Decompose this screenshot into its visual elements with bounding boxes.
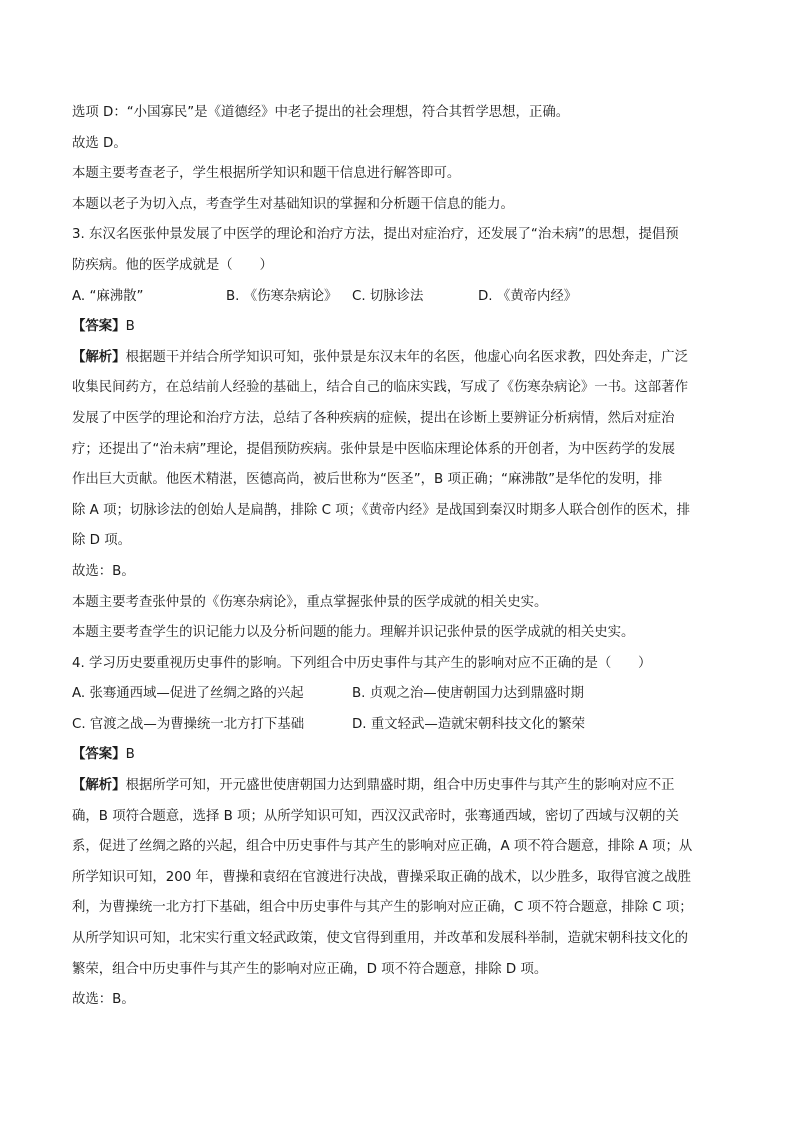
q3-option-d: D. 《黄帝内经》 [478, 288, 578, 304]
q3-analysis-line-4: 疗；还提出了“治未病”理论，提倡预防疾病。张仲景是中医临床理论体系的开创者，为中医药学的发展 [72, 441, 676, 457]
q4-option-d: D. 重文轻武—造就宋朝科技文化的繁荣 [352, 716, 586, 732]
q4-analysis-line-4: 所学知识可知，200 年，曹操和袁绍在官渡进行决战，曹操采取正确的战术，以少胜多，取得官渡之战胜 [72, 869, 691, 885]
q3-analysis-line-7: 除 D 项。 [72, 533, 131, 549]
q3-option-c: C. 切脉诊法 [352, 288, 424, 304]
q4-analysis-text-1: 根据所学可知，开元盛世使唐朝国力达到鼎盛时期，组合中历史事件与其产生的影响对应不正 [125, 778, 675, 794]
q3-answer-value: B [125, 319, 135, 335]
q3-options [72, 282, 724, 313]
q4-option-b: B. 贞观之治—使唐朝国力达到鼎盛时期 [352, 686, 584, 702]
q3-analysis-text-1: 根据题干并结合所学知识可知，张仲景是东汉末年的名医，他虚心向名医求教，四处奔走，广泛 [125, 349, 688, 365]
q2-conclusion: 故选 D。 [72, 135, 127, 151]
q4-analysis-line-1 [72, 771, 724, 802]
document-page [72, 98, 724, 1016]
q3-analysis-line-2: 收集民间药方，在总结前人经验的基础上，结合自己的临床实践，写成了《伤寒杂病论》一书。这部著作 [72, 380, 688, 396]
q3-analysis-line-3: 发展了中医学的理论和治疗方法，总结了各种疾病的症候，提出在诊断上要辨证分析病情，然后对症治 [72, 410, 675, 426]
q3-point-2: 本题主要考查学生的识记能力以及分析问题的能力。理解并识记张仲景的医学成就的相关史实。 [72, 625, 635, 641]
q4-analysis-line-7: 繁荣，组合中历史事件与其产生的影响对应正确，D 项不符合题意，排除 D 项。 [72, 961, 548, 977]
q4-analysis-line-5: 利，为曹操统一北方打下基础，组合中历史事件与其产生的影响对应正确，C 项不符合题意，排除 C 项； [72, 900, 693, 916]
q3-option-a: A. “麻沸散” [72, 288, 144, 304]
q4-analysis-tag: 【解析】 [72, 778, 126, 794]
q4-analysis-line-6: 从所学知识可知，北宋实行重文轻武政策，使文官得到重用，并改革和发展科举制，造就宋朝科技文化的 [72, 931, 688, 947]
q3-analysis-tag: 【解析】 [72, 349, 126, 365]
q3-conclusion: 故选：B。 [72, 563, 135, 579]
q2-option-d-analysis: 选项 D：“小国寡民”是《道德经》中老子提出的社会理想，符合其哲学思想，正确。 [72, 105, 570, 120]
q4-options-row-1 [72, 679, 724, 710]
q4-options-row-2 [72, 710, 724, 741]
q4-answer-value: B [125, 747, 135, 763]
q4-answer [72, 740, 724, 771]
q4-analysis-line-2: 确，B 项符合题意，选择 B 项；从所学知识可知，西汉汉武帝时，张骞通西域，密切了西域与汉朝的关 [72, 808, 679, 824]
q3-answer [72, 312, 724, 343]
q4-answer-tag: 【答案】 [72, 747, 126, 763]
q3-analysis-line-6: 除 A 项；切脉诊法的创始人是扁鹊，排除 C 项；《黄帝内经》是战国到秦汉时期多人联合创作的医术，排 [72, 502, 691, 518]
q4-option-a: A. 张骞通西域—促进了丝绸之路的兴起 [72, 686, 304, 702]
q4-option-c: C. 官渡之战—为曹操统一北方打下基础 [72, 716, 305, 732]
q2-point-1: 本题主要考查老子，学生根据所学知识和题干信息进行解答即可。 [72, 166, 461, 182]
q4-stem: 4. 学习历史要重视历史事件的影响。下列组合中历史事件与其产生的影响对应不正确的是（ ） [72, 655, 652, 671]
q4-conclusion: 故选：B。 [72, 992, 135, 1008]
q3-answer-tag: 【答案】 [72, 319, 126, 335]
q4-analysis-line-3: 系，促进了丝绸之路的兴起，组合中历史事件与其产生的影响对应正确，A 项不符合题意，排除 A 项；从 [72, 839, 693, 855]
q3-stem-line-1: 3. 东汉名医张仲景发展了中医学的理论和治疗方法，提出对症治疗，还发展了“治未病”的思想，提倡预 [72, 227, 679, 243]
q3-stem-line-2: 防疾病。他的医学成就是（ ） [72, 257, 273, 273]
q2-point-2: 本题以老子为切入点，考查学生对基础知识的掌握和分析题干信息的能力。 [72, 196, 514, 212]
q3-point-1: 本题主要考查张仲景的《伤寒杂病论》，重点掌握张仲景的医学成就的相关史实。 [72, 594, 548, 610]
q3-analysis-line-5: 作出巨大贡献。他医术精湛，医德高尚，被后世称为“医圣”，B 项正确；“麻沸散”是华佗的发明，排 [72, 472, 663, 488]
q3-option-b: B. 《伤寒杂病论》 [226, 288, 338, 304]
q3-analysis-line-1 [72, 343, 724, 374]
